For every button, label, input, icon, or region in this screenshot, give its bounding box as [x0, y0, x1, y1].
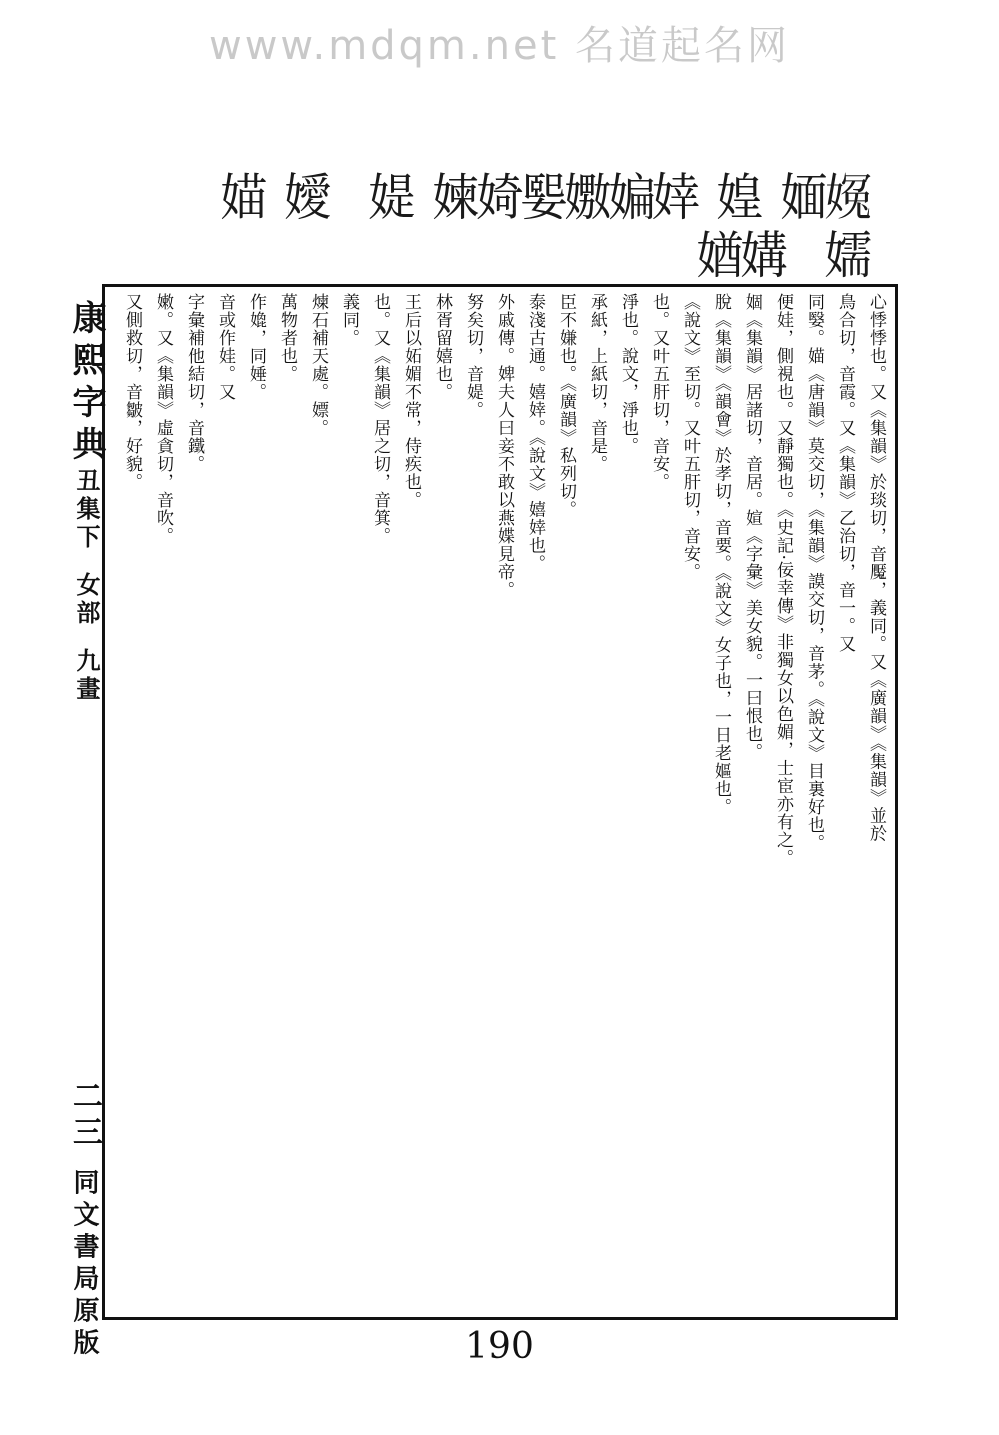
text-columns	[111, 293, 889, 1311]
text-column: 又側救切，音皺，好貌。	[122, 293, 142, 491]
seal-glyph: 媡	[432, 168, 481, 228]
seal-glyph: 媌	[220, 168, 269, 228]
text-column: 作嫓，同娷。	[246, 293, 266, 401]
publisher-label: 同文書局原版	[69, 1168, 99, 1361]
radical-label: 女部	[72, 571, 101, 628]
text-column: 煉石補天處。嫖。	[308, 293, 328, 437]
text-column: 鳥合切，音霞。又《集韻》乙治切，音一。又	[835, 293, 855, 653]
seal-glyph	[348, 167, 368, 230]
text-column: 音或作娃。又	[215, 293, 235, 401]
seal-row-1	[220, 168, 873, 228]
text-column: 同嫛。媌《唐韻》莫交切，《集韻》謨交切，音茅。《說文》目裏好也。	[804, 293, 824, 852]
text-column: 也。又叶五肝切，音安。	[649, 293, 669, 491]
watermark: www.mdqm.net 名道起名网	[209, 23, 790, 69]
seal-glyph: 媐	[520, 168, 569, 228]
dictionary-title: 康熙字典	[66, 300, 106, 468]
seal-glyph: 𡟰	[824, 168, 873, 228]
text-column: 林胥留嬉也。	[432, 293, 452, 401]
seal-glyph: 媾	[740, 226, 789, 286]
text-column: 便娃，側視也。又靜獨也。《史記·佞幸傳》非獨女以色媚，士宦亦有之。	[773, 293, 793, 867]
text-column: 婟《集韻》居諸切，音居。媗《字彙》美女貌。一曰恨也。	[742, 293, 762, 761]
text-column: 也。又《集韻》居之切，音箕。	[370, 293, 390, 545]
text-column: 《說文》至切。又叶五肝切，音安。	[680, 293, 700, 581]
seal-row-2	[696, 226, 873, 286]
seal-glyph: 媨	[696, 226, 745, 286]
stroke-label: 九畫	[72, 647, 101, 704]
seal-glyph: 嫐	[564, 168, 613, 228]
text-column: 心悸悸也。又《集韻》於琰切，音魘，義同。又《廣韻》《集韻》並於	[866, 293, 886, 843]
seal-glyph: 嬬	[824, 226, 873, 286]
text-column: 義同。	[339, 293, 359, 347]
text-frame	[102, 284, 898, 1320]
text-column: 泰淺古通。嬉婞。《說文》嬉婞也。	[525, 293, 545, 573]
margin-bottom	[62, 1080, 106, 1360]
seal-glyph	[804, 225, 824, 288]
seal-glyph: 婞	[652, 168, 701, 228]
text-column: 嫩。又《集韻》虛貪切，音吹。	[153, 293, 173, 545]
page-index: 二三	[67, 1080, 102, 1152]
text-column: 淨也。說文，淨也。	[618, 293, 638, 455]
text-column: 王后以妬媚不常，侍疾也。	[401, 293, 421, 509]
page-number: 190	[465, 1326, 534, 1367]
seal-glyph: 媓	[716, 168, 765, 228]
text-column: 努矣切，音媞。	[463, 293, 483, 419]
section-label: 丑集下	[72, 468, 101, 552]
text-column: 萬物者也。	[277, 293, 297, 383]
text-column: 脫《集韻》《韻會》於孝切，音要。《說文》女子也，一日老嫗也。	[711, 293, 731, 816]
seal-glyph: 媞	[368, 168, 417, 228]
seal-glyph: 媔	[780, 168, 829, 228]
seal-glyph: 嬡	[284, 168, 333, 228]
text-column: 字彙補他結切，音鐵。	[184, 293, 204, 473]
seal-script-header	[108, 168, 873, 286]
seal-glyph: 媥	[608, 168, 657, 228]
seal-glyph: 婍	[476, 168, 525, 228]
text-column: 臣不嫌也。《廣韻》私列切。	[556, 293, 576, 519]
text-column: 承紙，上紙切，音是。	[587, 293, 607, 473]
text-column: 外戚傳。婢夫人曰妾不敢以燕媟見帝。	[494, 293, 514, 599]
